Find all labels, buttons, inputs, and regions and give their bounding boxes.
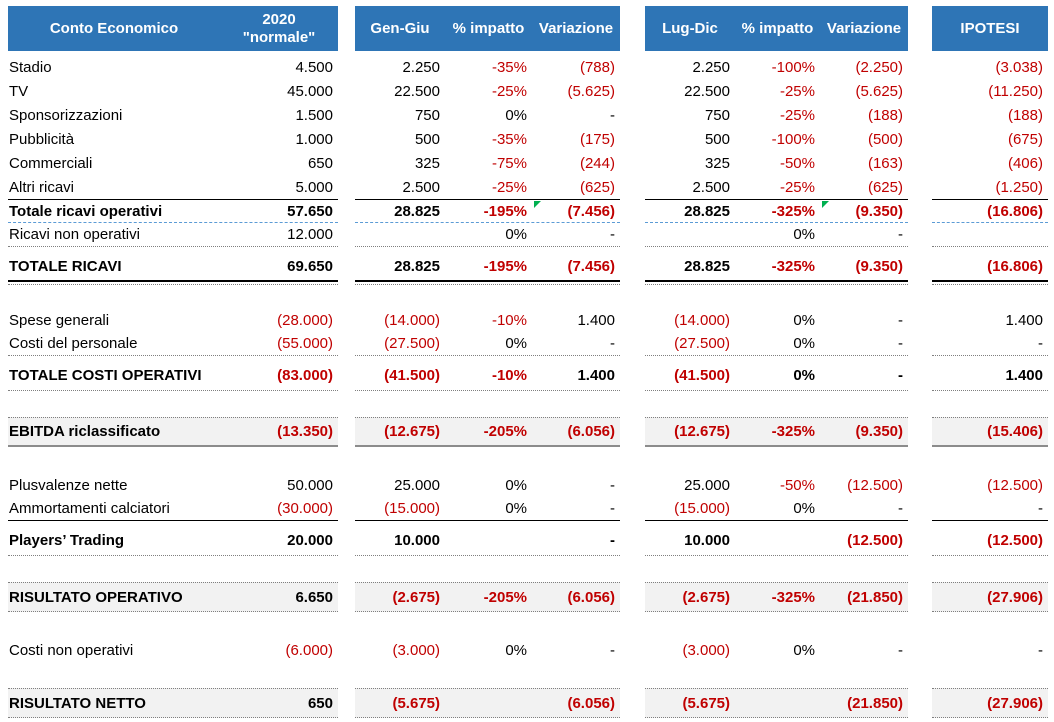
cell-impatto2: 0% (793, 367, 815, 384)
header-2020: 2020 (262, 11, 296, 29)
cell-ipotesi: (406) (1007, 154, 1043, 172)
cell-impatto1: 0% (505, 500, 527, 517)
row-block (355, 497, 620, 521)
cell-gen-giu: 22.500 (394, 82, 440, 100)
row-block (8, 417, 338, 447)
row-sponsorizzazioni (8, 103, 1054, 127)
row-block (355, 127, 620, 151)
cell-impatto1: -35% (491, 130, 527, 148)
cell-gen-giu: (27.500) (384, 335, 440, 352)
cell-impatto1: -35% (491, 58, 527, 76)
row-plusvalenze-nette (8, 473, 1054, 497)
cell-normale: 1.000 (295, 130, 333, 148)
cell-normale: 20.000 (287, 532, 333, 549)
cell-impatto1: -205% (483, 588, 527, 606)
cell-variazione2: (625) (867, 178, 903, 196)
cell-normale: (55.000) (277, 335, 333, 352)
header-block-gen-giu (355, 6, 620, 51)
cell-normale: (83.000) (277, 367, 333, 384)
cell-lug-dic: (5.675) (682, 694, 730, 712)
row-block (645, 582, 908, 612)
cell-ipotesi: - (1038, 335, 1043, 352)
cell-label: Plusvalenze nette (9, 476, 128, 494)
row-block (355, 688, 620, 718)
spacer-row (8, 282, 1054, 308)
cell-lug-dic: (3.000) (682, 641, 730, 659)
cell-label: TOTALE RICAVI (9, 257, 122, 275)
cell-lug-dic: (27.500) (674, 335, 730, 352)
cell-ipotesi: (12.500) (987, 476, 1043, 494)
cell-normale: 12.000 (287, 226, 333, 243)
cell-variazione1: 1.400 (577, 311, 615, 329)
cell-label: Players’ Trading (9, 532, 125, 549)
cell-ipotesi: (1.250) (995, 178, 1043, 196)
formula-warning-icon (534, 201, 541, 208)
cell-impatto1: -205% (483, 423, 527, 440)
cell-variazione2: (500) (867, 130, 903, 148)
header-impatto-2: % impatto (741, 20, 814, 37)
cell-lug-dic: (12.675) (674, 423, 730, 440)
cell-impatto1 (445, 526, 532, 555)
row-stadio (8, 55, 1054, 79)
cell-impatto2: 0% (793, 226, 815, 243)
cell-normale: 650 (307, 154, 333, 172)
row-block (355, 79, 620, 103)
cell-label: Stadio (9, 58, 52, 76)
header-block-conto-economico (8, 6, 338, 51)
row-block (8, 127, 338, 151)
row-risultato-netto (8, 688, 1054, 718)
cell-variazione2: (21.850) (847, 694, 903, 712)
cell-ipotesi: (188) (1007, 106, 1043, 124)
row-block (355, 473, 620, 497)
cell-impatto2: 0% (793, 311, 815, 329)
cell-variazione1: (244) (579, 154, 615, 172)
cell-label: RISULTATO NETTO (9, 694, 146, 712)
row-block (645, 638, 908, 662)
row-block (355, 199, 620, 223)
cell-variazione2: (9.350) (855, 257, 903, 275)
cell-impatto2 (735, 689, 820, 717)
row-block (355, 582, 620, 612)
cell-lug-dic: 2.250 (692, 58, 730, 76)
cell-normale: 50.000 (287, 476, 333, 494)
row-block (8, 103, 338, 127)
cell-normale: (28.000) (277, 311, 333, 329)
row-altri-ricavi (8, 175, 1054, 199)
row-block (645, 127, 908, 151)
cell-lug-dic: (14.000) (674, 311, 730, 329)
cell-variazione2: (9.350) (820, 200, 908, 222)
row-block (355, 151, 620, 175)
row-block (645, 199, 908, 223)
row-commerciali (8, 151, 1054, 175)
row-block (8, 308, 338, 332)
cell-impatto2: -25% (779, 106, 815, 124)
cell-normale: 4.500 (295, 58, 333, 76)
cell-variazione2: (5.625) (855, 82, 903, 100)
cell-variazione2: - (898, 500, 903, 517)
row-block (355, 638, 620, 662)
cell-gen-giu: 25.000 (394, 476, 440, 494)
row-block (645, 497, 908, 521)
cell-label: Totale ricavi operativi (9, 202, 163, 220)
row-ammortamenti-calciatori (8, 497, 1054, 521)
row-block (8, 688, 338, 718)
cell-impatto1: 0% (505, 106, 527, 124)
row-block (355, 308, 620, 332)
row-block (932, 473, 1048, 497)
row-block (8, 526, 338, 556)
cell-ipotesi: (3.038) (995, 58, 1043, 76)
cell-gen-giu: (41.500) (384, 367, 440, 384)
cell-gen-giu: 28.825 (394, 202, 440, 220)
cell-ipotesi: - (1038, 641, 1043, 659)
spacer-row (8, 391, 1054, 417)
row-block (8, 151, 338, 175)
cell-normale: (6.000) (285, 641, 333, 659)
cell-normale: 650 (307, 694, 333, 712)
row-block (645, 79, 908, 103)
row-block (645, 175, 908, 199)
cell-ipotesi: (27.906) (987, 588, 1043, 606)
cell-variazione1: (7.456) (532, 200, 620, 222)
row-ricavi-non-operativi (8, 223, 1054, 247)
header-normale: "normale" (242, 28, 316, 46)
row-block (932, 361, 1048, 391)
row-block (645, 332, 908, 356)
cell-impatto2: -50% (779, 154, 815, 172)
cell-impatto2: -325% (771, 588, 815, 606)
cell-variazione2: (21.850) (847, 588, 903, 606)
row-players-trading (8, 526, 1054, 556)
row-ebitda-riclassificato (8, 417, 1054, 447)
cell-label: Ammortamenti calciatori (9, 500, 170, 517)
header-lug-dic: Lug-Dic (662, 20, 718, 37)
cell-gen-giu: 2.250 (402, 58, 440, 76)
cell-gen-giu: 2.500 (402, 178, 440, 196)
row-totale-ricavi (8, 252, 1054, 282)
row-block (645, 223, 908, 247)
cell-label: Sponsorizzazioni (9, 106, 123, 124)
cell-impatto2: -325% (771, 202, 815, 220)
header-2020-normale (220, 6, 338, 51)
cell-variazione1: (6.056) (567, 588, 615, 606)
row-block (8, 473, 338, 497)
header-variazione-1: Variazione (538, 20, 614, 37)
row-block (932, 688, 1048, 718)
cell-label: Pubblicità (9, 130, 75, 148)
cell-impatto2: -25% (779, 178, 815, 196)
row-block (645, 308, 908, 332)
row-block (932, 79, 1048, 103)
row-block (8, 497, 338, 521)
cell-normale: 5.000 (295, 178, 333, 196)
cell-variazione1: (6.056) (567, 694, 615, 712)
row-block (645, 473, 908, 497)
cell-ipotesi: (11.250) (988, 82, 1043, 100)
row-block (932, 252, 1048, 282)
cell-label: Costi non operativi (9, 641, 134, 659)
row-block (932, 103, 1048, 127)
cell-impatto1: -25% (491, 82, 527, 100)
row-block (645, 252, 908, 282)
row-block (932, 127, 1048, 151)
cell-impatto1: 0% (505, 476, 527, 494)
cell-impatto2: -100% (771, 130, 815, 148)
cell-impatto1: 0% (505, 335, 527, 352)
cell-gen-giu: (12.675) (384, 423, 440, 440)
cell-impatto2: 0% (793, 641, 815, 659)
row-block (645, 688, 908, 718)
cell-variazione1: - (610, 532, 615, 549)
row-block (932, 308, 1048, 332)
cell-lug-dic (645, 223, 735, 246)
formula-warning-icon (822, 201, 829, 208)
table-header (8, 6, 1054, 51)
row-block (932, 417, 1048, 447)
header-variazione-2: Variazione (826, 20, 902, 37)
cell-variazione2: (188) (867, 106, 903, 124)
cell-ipotesi: (675) (1007, 130, 1043, 148)
spacer-row (8, 556, 1054, 582)
cell-impatto2: -325% (771, 257, 815, 275)
cell-lug-dic: 28.825 (684, 202, 730, 220)
cell-impatto2: -325% (771, 423, 815, 440)
cell-ipotesi: 1.400 (1005, 367, 1043, 384)
header-block-lug-dic (645, 6, 908, 51)
row-block (8, 332, 338, 356)
cell-lug-dic: (41.500) (674, 367, 730, 384)
cell-impatto1: 0% (505, 226, 527, 243)
cell-variazione1: - (610, 335, 615, 352)
cell-variazione2: (2.250) (855, 58, 903, 76)
cell-normale: 6.650 (295, 588, 333, 606)
cell-normale: (30.000) (277, 500, 333, 517)
cell-variazione1: (6.056) (567, 423, 615, 440)
cell-variazione1: 1.400 (577, 367, 615, 384)
cell-lug-dic: 500 (704, 130, 730, 148)
cell-variazione1: - (610, 476, 615, 494)
row-block (355, 252, 620, 282)
header-ipotesi: IPOTESI (960, 20, 1020, 37)
cell-lug-dic: 2.500 (692, 178, 730, 196)
row-totale-costi-operativi (8, 361, 1054, 391)
cell-variazione1: - (610, 226, 615, 243)
cell-gen-giu: 500 (414, 130, 440, 148)
cell-lug-dic: 325 (704, 154, 730, 172)
row-block (645, 361, 908, 391)
cell-variazione2: - (898, 641, 903, 659)
header-conto-economico: Conto Economico (49, 20, 179, 37)
row-block (932, 332, 1048, 356)
row-block (932, 526, 1048, 556)
row-block (355, 103, 620, 127)
row-block (8, 582, 338, 612)
cell-lug-dic: (15.000) (674, 500, 730, 517)
cell-ipotesi: (12.500) (987, 532, 1043, 549)
cell-gen-giu: (3.000) (392, 641, 440, 659)
cell-ipotesi: (16.806) (987, 257, 1043, 275)
header-block-ipotesi (932, 6, 1048, 51)
row-block (8, 223, 338, 247)
row-block (355, 417, 620, 447)
row-pubblicit (8, 127, 1054, 151)
cell-variazione2: - (898, 311, 903, 329)
table-body (8, 55, 1054, 718)
row-block (932, 151, 1048, 175)
row-block (8, 79, 338, 103)
row-totale-ricavi-operativi (8, 199, 1054, 223)
cell-impatto2 (735, 526, 820, 555)
spacer-row (8, 662, 1054, 688)
cell-variazione2: (12.500) (847, 476, 903, 494)
row-block (645, 55, 908, 79)
cell-lug-dic: (2.675) (682, 588, 730, 606)
cell-normale: 1.500 (295, 106, 333, 124)
cell-lug-dic: 28.825 (684, 257, 730, 275)
cell-gen-giu: (5.675) (392, 694, 440, 712)
cell-ipotesi: - (1038, 500, 1043, 517)
cell-lug-dic: 22.500 (684, 82, 730, 100)
row-block (645, 526, 908, 556)
cell-normale: (13.350) (277, 423, 333, 440)
cell-label: RISULTATO OPERATIVO (9, 588, 183, 606)
cell-impatto2: 0% (793, 335, 815, 352)
row-costi-non-operativi (8, 638, 1054, 662)
cell-ipotesi (932, 223, 1048, 246)
cell-variazione1: - (610, 641, 615, 659)
row-block (8, 252, 338, 282)
cell-ipotesi: (16.806) (987, 202, 1043, 220)
cell-ipotesi: (27.906) (987, 694, 1043, 712)
row-block (645, 417, 908, 447)
cell-variazione2: - (898, 367, 903, 384)
row-block (645, 103, 908, 127)
row-block (355, 361, 620, 391)
cell-variazione1: - (610, 106, 615, 124)
row-block (355, 223, 620, 247)
cell-variazione2: - (898, 335, 903, 352)
spacer-row (8, 447, 1054, 473)
cell-gen-giu: 325 (414, 154, 440, 172)
cell-gen-giu: 10.000 (394, 532, 440, 549)
cell-gen-giu: (15.000) (384, 500, 440, 517)
spacer-row (8, 612, 1054, 638)
cell-variazione2: (163) (867, 154, 903, 172)
cell-label: TV (9, 82, 29, 100)
cell-normale: 57.650 (287, 202, 333, 220)
cell-impatto2: -50% (779, 476, 815, 494)
cell-variazione2: (12.500) (847, 532, 903, 549)
cell-gen-giu (355, 223, 445, 246)
row-block (355, 526, 620, 556)
cell-gen-giu: (2.675) (392, 588, 440, 606)
cell-ipotesi: (15.406) (987, 423, 1043, 440)
cell-label: Costi del personale (9, 335, 138, 352)
cell-lug-dic: 25.000 (684, 476, 730, 494)
cell-impatto1: -195% (483, 202, 527, 220)
cell-impatto1 (445, 689, 532, 717)
row-block (932, 582, 1048, 612)
row-block (8, 361, 338, 391)
cell-ipotesi: 1.400 (1005, 311, 1043, 329)
row-block (355, 55, 620, 79)
row-tv (8, 79, 1054, 103)
cell-normale: 69.650 (287, 257, 333, 275)
cell-impatto2: -100% (771, 58, 815, 76)
cell-label: EBITDA riclassificato (9, 423, 161, 440)
header-gen-giu: Gen-Giu (370, 20, 430, 37)
cell-variazione1: (175) (579, 130, 615, 148)
cell-gen-giu: 28.825 (394, 257, 440, 275)
row-block (8, 638, 338, 662)
cell-impatto1: 0% (505, 641, 527, 659)
row-block (8, 55, 338, 79)
row-block (932, 223, 1048, 247)
cell-normale: 45.000 (287, 82, 333, 100)
row-block (932, 497, 1048, 521)
cell-label: Spese generali (9, 311, 110, 329)
cell-variazione1: (5.625) (567, 82, 615, 100)
cell-variazione1: (788) (579, 58, 615, 76)
cell-label: Ricavi non operativi (9, 226, 140, 243)
row-block (8, 175, 338, 199)
cell-impatto1: -10% (491, 367, 527, 384)
row-spese-generali (8, 308, 1054, 332)
row-block (8, 199, 338, 223)
cell-impatto2: -25% (779, 82, 815, 100)
row-risultato-operativo (8, 582, 1054, 612)
cell-impatto1: -75% (491, 154, 527, 172)
row-costi-del-personale (8, 332, 1054, 356)
row-block (932, 638, 1048, 662)
cell-variazione1: (7.456) (567, 257, 615, 275)
row-block (932, 199, 1048, 223)
row-block (355, 332, 620, 356)
row-block (932, 175, 1048, 199)
cell-lug-dic: 750 (704, 106, 730, 124)
cell-variazione2: - (898, 226, 903, 243)
cell-impatto2: 0% (793, 500, 815, 517)
cell-variazione1: (625) (579, 178, 615, 196)
cell-label: Altri ricavi (9, 178, 75, 196)
cell-impatto1: -195% (483, 257, 527, 275)
cell-variazione1: - (610, 500, 615, 517)
row-block (932, 55, 1048, 79)
row-block (355, 175, 620, 199)
cell-impatto1: -25% (491, 178, 527, 196)
header-impatto-1: % impatto (452, 20, 525, 37)
cell-gen-giu: 750 (414, 106, 440, 124)
row-block (645, 151, 908, 175)
cell-impatto1: -10% (491, 311, 527, 329)
cell-label: Commerciali (9, 154, 93, 172)
cell-label: TOTALE COSTI OPERATIVI (9, 367, 202, 384)
cell-variazione2: (9.350) (855, 423, 903, 440)
cell-lug-dic: 10.000 (684, 532, 730, 549)
cell-gen-giu: (14.000) (384, 311, 440, 329)
